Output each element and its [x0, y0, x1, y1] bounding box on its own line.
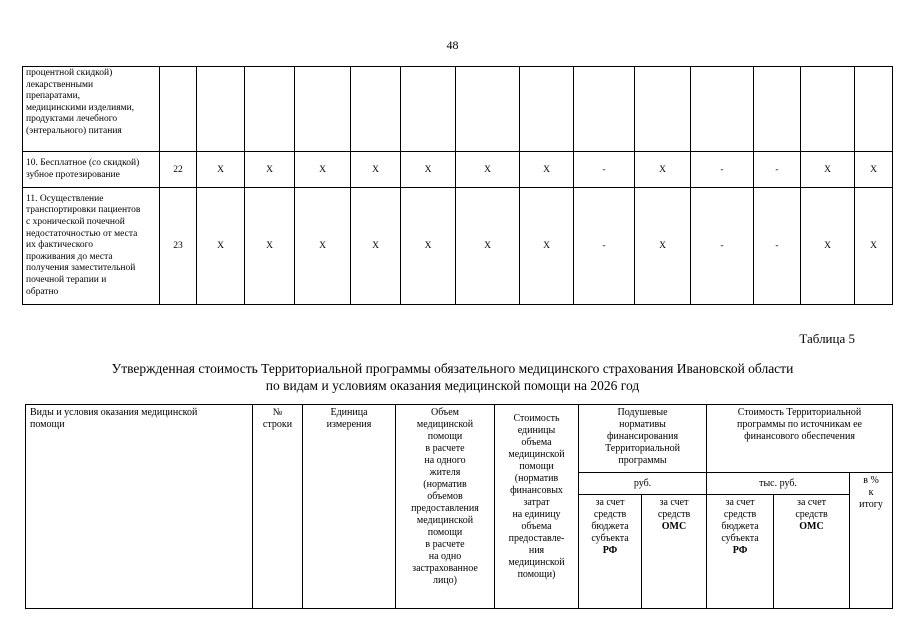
table-cell [855, 67, 893, 152]
header-line: лицо) [432, 575, 458, 586]
table-cell: X [401, 188, 456, 305]
row-description-line: (энтерального) питания [26, 125, 122, 136]
table-cell [401, 67, 456, 152]
table-cell: X [456, 188, 520, 305]
header-line: Подушевые [617, 407, 668, 418]
header-line: субъекта [721, 533, 759, 544]
table-cell: X [351, 152, 401, 188]
header-total-cost [707, 405, 893, 473]
table-row [23, 188, 893, 305]
header-unit-rub: руб. [579, 473, 707, 495]
row-description-line: транспортировки пациентов [26, 205, 141, 216]
header-line: медицинской [508, 557, 565, 568]
row-description-line: медицинскими изделиями, [26, 102, 135, 113]
table-cell [635, 67, 691, 152]
header-line: средств [657, 509, 691, 520]
header-line: единицы [517, 425, 556, 436]
row-description-line: препаратами, [26, 91, 81, 102]
table-title-line-1: Утвержденная стоимость Территориальной программы обязательного медицинского страхования Ивановской области [111, 361, 794, 376]
header-line: строки [262, 419, 293, 430]
row-description-line: с хронической почечной [26, 217, 125, 228]
table-cell: X [855, 188, 893, 305]
row-description [23, 152, 160, 188]
table-cell: X [197, 152, 245, 188]
header-line: помощи [427, 527, 463, 538]
row-description [23, 67, 160, 152]
table-cell: - [574, 152, 635, 188]
row-description-line: их фактического [26, 240, 94, 251]
header-line: субъекта [591, 533, 629, 544]
header-line: предоставле- [508, 533, 565, 544]
row-number-cell [160, 67, 197, 152]
header-line: средств [723, 509, 757, 520]
row-description-line: проживания до места [26, 251, 113, 262]
table-title [40, 360, 865, 394]
header-line: за счет [797, 497, 826, 508]
table-cell: X [197, 188, 245, 305]
table-cell [801, 67, 855, 152]
header-line: (норматив [514, 473, 559, 484]
header-pct-total [850, 473, 893, 609]
header-line: Единица [330, 407, 368, 418]
row-description-line: зубное протезирование [26, 169, 120, 180]
table-row [23, 67, 893, 152]
table-cell [520, 67, 574, 152]
header-line: программы [618, 455, 667, 466]
header-line: медицинской [416, 515, 474, 526]
header-line: Виды и условия оказания медицинской [30, 407, 198, 418]
header-line: на одно [428, 551, 462, 562]
table-cell [574, 67, 635, 152]
table-cell: X [245, 152, 295, 188]
header-line: средств [593, 509, 627, 520]
header-line: помощи [30, 419, 65, 430]
table-title-line-2: по видам и условиям оказания медицинской помощи на 2026 год [265, 378, 640, 393]
table-cell [295, 67, 351, 152]
table-cell: - [754, 188, 801, 305]
table-cell: X [520, 188, 574, 305]
header-budget-thousand [707, 495, 774, 609]
header-row-number [253, 405, 303, 609]
header-types-of-care [26, 405, 253, 609]
header-line: за счет [595, 497, 625, 508]
header-line: бюджета [591, 521, 629, 532]
row-number-cell: 23 [160, 188, 197, 305]
header-line: в расчете [425, 539, 465, 550]
header-line: РФ [602, 545, 618, 556]
table-cell: X [295, 152, 351, 188]
row-description-line: 10. Бесплатное (со скидкой) [26, 157, 140, 168]
table-cell: X [635, 188, 691, 305]
header-line: затрат [523, 497, 550, 508]
header-line: медицинской [508, 449, 565, 460]
header-line: за счет [725, 497, 755, 508]
header-line: жителя [429, 467, 461, 478]
table-cell: - [691, 152, 754, 188]
row-description-line: получения заместительной [26, 263, 136, 274]
row-description-line: обратно [26, 286, 59, 297]
table-cell: - [754, 152, 801, 188]
header-line: финансирования [606, 431, 679, 442]
table-cell [456, 67, 520, 152]
row-description-line: 11. Осуществление [26, 193, 104, 204]
header-line: в расчете [425, 443, 465, 454]
header-line: нормативы [619, 419, 666, 430]
header-oms-thousand [774, 495, 850, 609]
table-cell: X [401, 152, 456, 188]
header-line: ОМС [661, 521, 687, 532]
header-line: ОМС [799, 521, 824, 532]
header-volume [396, 405, 495, 609]
header-line: за счет [659, 497, 689, 508]
row-description [23, 188, 160, 305]
page-number: 48 [446, 38, 459, 52]
header-line: финансового обеспечения [744, 431, 855, 442]
header-line: ния [528, 545, 545, 556]
header-line: на одного [424, 455, 466, 466]
header-oms-rub [642, 495, 707, 609]
table-cell: X [295, 188, 351, 305]
header-line: измерения [326, 419, 372, 430]
header-unit-thousand-rub: тыс. руб. [707, 473, 850, 495]
header-line: медицинской [416, 419, 474, 430]
cost-table-header [25, 404, 893, 609]
header-line: на единицу [512, 509, 561, 520]
header-line: (норматив [423, 479, 467, 490]
header-per-capita [579, 405, 707, 473]
header-line: РФ [732, 545, 748, 556]
header-line: помощи [427, 431, 463, 442]
header-line: программы по источникам ее [737, 419, 862, 430]
header-unit [303, 405, 396, 609]
header-line: застрахованное [412, 563, 478, 574]
table-cell: X [635, 152, 691, 188]
header-line: помощи [519, 461, 554, 472]
continued-table [22, 66, 893, 305]
header-line: предоставления [411, 503, 479, 514]
table-label: Таблица 5 [799, 331, 855, 346]
header-line: финансовых [510, 485, 563, 496]
header-line: в % [863, 475, 879, 486]
table-cell: - [691, 188, 754, 305]
header-line: бюджета [721, 521, 759, 532]
header-line: объема [521, 521, 552, 532]
table-cell [754, 67, 801, 152]
table-cell: X [245, 188, 295, 305]
header-budget-rub [579, 495, 642, 609]
header-line: помощи) [517, 569, 556, 580]
table-cell [197, 67, 245, 152]
header-unit-cost [495, 405, 579, 609]
row-description-line: процентной скидкой) [26, 68, 113, 78]
header-line: к [868, 487, 874, 498]
table-cell: X [520, 152, 574, 188]
header-line: Стоимость Территориальной [737, 407, 862, 418]
header-line: Стоимость [513, 413, 560, 424]
table-cell: X [801, 152, 855, 188]
row-description-line: почечной терапии и [26, 274, 107, 285]
header-line: Территориальной [605, 443, 680, 454]
header-line: итогу [859, 499, 883, 510]
table-row [23, 152, 893, 188]
header-line: Объем [431, 407, 459, 418]
table-cell: X [801, 188, 855, 305]
table-cell [351, 67, 401, 152]
row-description-line: недостаточностью от места [26, 228, 138, 239]
header-line: средств [795, 509, 828, 520]
row-description-line: продуктами лечебного [26, 114, 118, 125]
header-line: № [272, 407, 283, 418]
table-cell: - [574, 188, 635, 305]
table-cell [691, 67, 754, 152]
table-cell: X [456, 152, 520, 188]
row-number-cell: 22 [160, 152, 197, 188]
header-line: объема [521, 437, 552, 448]
table-cell: X [855, 152, 893, 188]
table-cell: X [351, 188, 401, 305]
table-cell [245, 67, 295, 152]
header-line: объемов [427, 491, 463, 502]
row-description-line: лекарственными [26, 79, 94, 90]
